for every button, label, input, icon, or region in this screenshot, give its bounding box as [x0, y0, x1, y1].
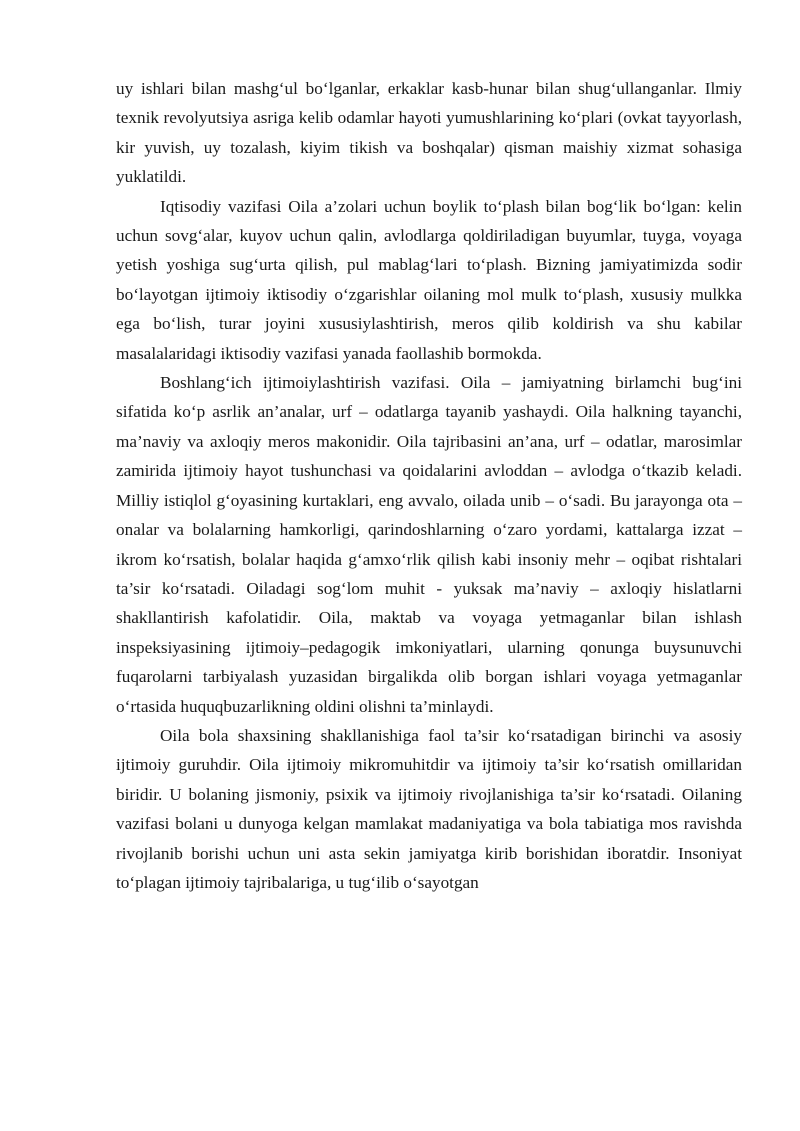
- paragraph-household-duties: uy ishlari bilan mashg‘ul bo‘lganlar, erkaklar kasb-hunar bilan shug‘ullanganlar. Ilmiy texnik revolyutsiya asriga kelib odamlar hayoti yumushlarining ko‘plari (ovkat tayyorlash, kir yuvish, uy tozalash, kiyim tikish va boshqalar) qisman maishiy xizmat sohasiga yuklatildi.: [116, 79, 742, 187]
- document-body: [116, 74, 742, 897]
- paragraph-family-social-group: Oila bola shaxsining shakllanishiga faol ta’sir ko‘rsatadigan birinchi va asosiy ijtimoiy guruhdir. Oila ijtimoiy mikromuhitdir va ijtimoiy ta’sir ko‘rsatish omillaridan biridir. U bolaning jismoniy, psixik va ijtimoiy rivojlanishiga ta’sir ko‘rsatadi. Oilaning vazifasi bolani u dunyoga kelgan mamlakat madaniyatiga va bola tabiatiga mos ravishda rivojlanib borishi uchun uni asta sekin jamiyatga kirib borishidan iboratdir. Insoniyat to‘plagan ijtimoiy tajribalariga, u tug‘ilib o‘sayotgan: [116, 725, 742, 892]
- paragraph-economic-function: Iqtisodiy vazifasi Oila a’zolari uchun boylik to‘plash bilan bog‘lik bo‘lgan: kelin uchun sovg‘alar, kuyov uchun qalin, avlodlarga qoldiriladigan buyumlar, tuyga, voyaga yetish yoshiga sug‘urta qilish, pul mablag‘lari to‘plash. Bizning jamiyatimizda sodir bo‘layotgan ijtimoiy iktisodiy o‘zgarishlar oilaning mol mulk to‘plash, xususiy mulkka ega bo‘lish, turar joyini xususiylashtirish, meros qilib koldirish va shu kabilar masalalaridagi iktisodiy vazifasi yanada faollashib bormokda.: [116, 196, 742, 363]
- paragraph-socialization-function: Boshlang‘ich ijtimoiylashtirish vazifasi. Oila – jamiyatning birlamchi bug‘ini sifatida ko‘p asrlik an’analar, urf – odatlarga tayanib yashaydi. Oila halkning tayanchi, ma’naviy va axloqiy meros makonidir. Oila tajribasini an’ana, urf – odatlar, marosimlar zamirida ijtimoiy hayot tushunchasi va qoidalarini avloddan – avlodga o‘tkazib keladi. Milliy istiqlol g‘oyasining kurtaklari, eng avvalo, oilada unib – o‘sadi. Bu jarayonga ota – onalar va bolalarning hamkorligi, qarindoshlarning o‘zaro yordami, kattalarga izzat – ikrom ko‘rsatish, bolalar haqida g‘amxo‘rlik qilish kabi insoniy mehr – oqibat rishtalari ta’sir ko‘rsatadi. Oiladagi sog‘lom muhit - yuksak ma’naviy – axloqiy hislatlarni shakllantirish kafolatidir. Oila, maktab va voyaga yetmaganlar bilan ishlash inspeksiyasining ijtimoiy–pedagogik imkoniyatlari, ularning qonunga buysunuvchi fuqarolarni tarbiyalash yuzasidan birgalikda olib borgan ishlari voyaga yetmaganlar o‘rtasida huquqbuzarlikning oldini olishni ta’minlaydi.: [116, 373, 742, 716]
